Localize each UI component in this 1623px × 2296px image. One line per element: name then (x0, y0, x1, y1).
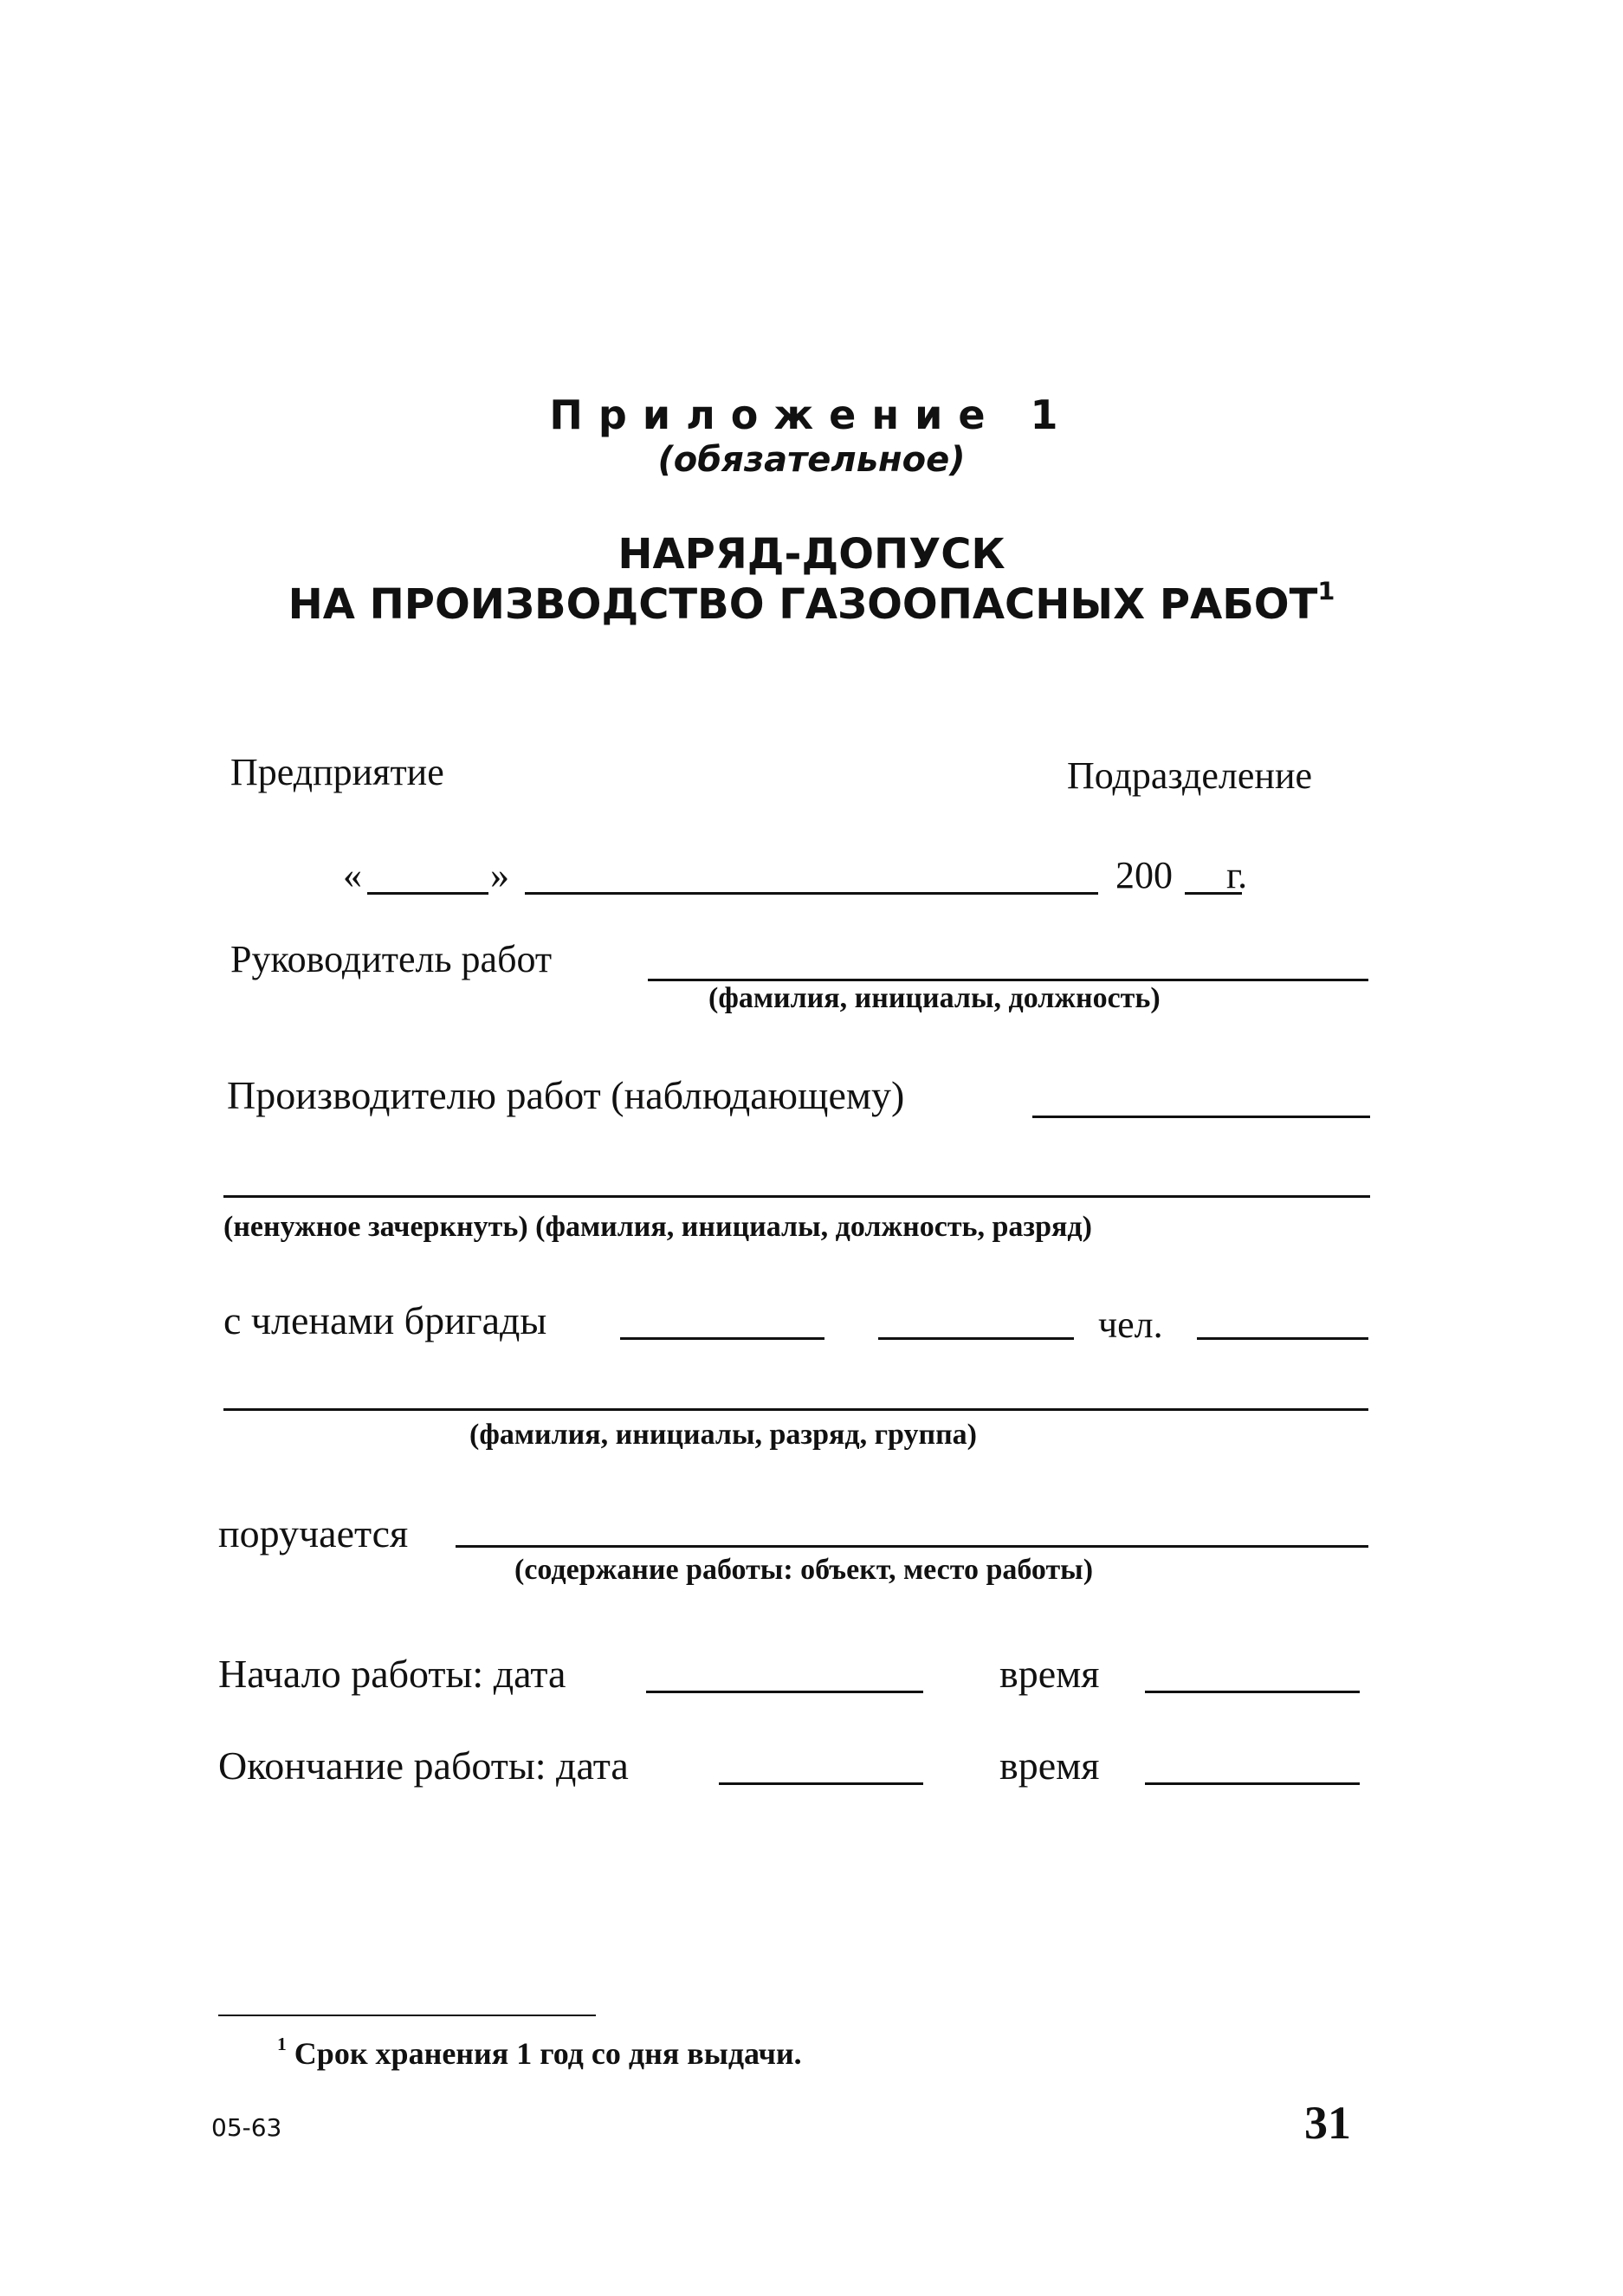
title-footnote-mark: 1 (1317, 576, 1335, 606)
persons-count-line (1197, 1337, 1368, 1340)
performer-hint: (ненужное зачеркнуть) (фамилия, инициалы, должность, разряд) (223, 1211, 1092, 1243)
assigned-hint: (содержание работы: объект, место работы) (514, 1554, 1094, 1586)
start-time-line (1145, 1691, 1360, 1693)
document-title-line2-text: НА ПРОИЗВОДСТВО ГАЗООПАСНЫХ РАБОТ (288, 580, 1318, 629)
end-time-line (1145, 1782, 1360, 1785)
team-hint: (фамилия, инициалы, разряд, группа) (469, 1419, 978, 1451)
document-title-line2 (0, 576, 1623, 629)
head-of-works-line (648, 979, 1368, 981)
team-second-line (223, 1408, 1368, 1411)
team-members-label: с членами бригады (223, 1298, 547, 1342)
footnote-separator (218, 2015, 596, 2016)
team-blank-line-2 (878, 1337, 1074, 1340)
start-time-label: время (999, 1652, 1100, 1696)
performer-label: Производителю работ (наблюдающему) (227, 1073, 905, 1117)
appendix-heading: Приложение 1 (549, 391, 1074, 438)
performer-line (1032, 1116, 1370, 1118)
start-date-label: Начало работы: дата (218, 1652, 566, 1696)
month-blank-line (525, 892, 1098, 895)
year-suffix: г. (1226, 854, 1248, 896)
team-blank-line-1 (620, 1337, 824, 1340)
mandatory-note: (обязательное) (657, 440, 966, 480)
head-of-works-hint: (фамилия, инициалы, должность) (708, 982, 1161, 1014)
date-close-quote: » (490, 854, 509, 896)
end-date-line (719, 1782, 923, 1785)
footnote-text: Срок хранения 1 год со дня выдачи. (294, 2036, 802, 2071)
end-date-label: Окончание работы: дата (218, 1743, 629, 1788)
footnote-mark: 1 (277, 2033, 287, 2054)
page-number: 31 (1304, 2097, 1351, 2149)
assigned-label: поручается (218, 1511, 409, 1555)
enterprise-label: Предприятие (230, 751, 444, 793)
start-date-line (646, 1691, 923, 1693)
day-blank-line (367, 892, 488, 895)
assigned-line (456, 1545, 1368, 1548)
end-time-label: время (999, 1743, 1100, 1788)
document-code: 05-63 (211, 2113, 282, 2142)
footnote (277, 2035, 802, 2072)
date-open-quote: « (343, 854, 362, 896)
year-prefix: 200 (1115, 854, 1173, 896)
head-of-works-label: Руководитель работ (230, 938, 553, 980)
subdivision-label: Подразделение (1067, 754, 1313, 797)
performer-second-line (223, 1195, 1370, 1198)
document-title-line1: НАРЯД-ДОПУСК (618, 530, 1005, 579)
persons-label: чел. (1098, 1303, 1163, 1346)
